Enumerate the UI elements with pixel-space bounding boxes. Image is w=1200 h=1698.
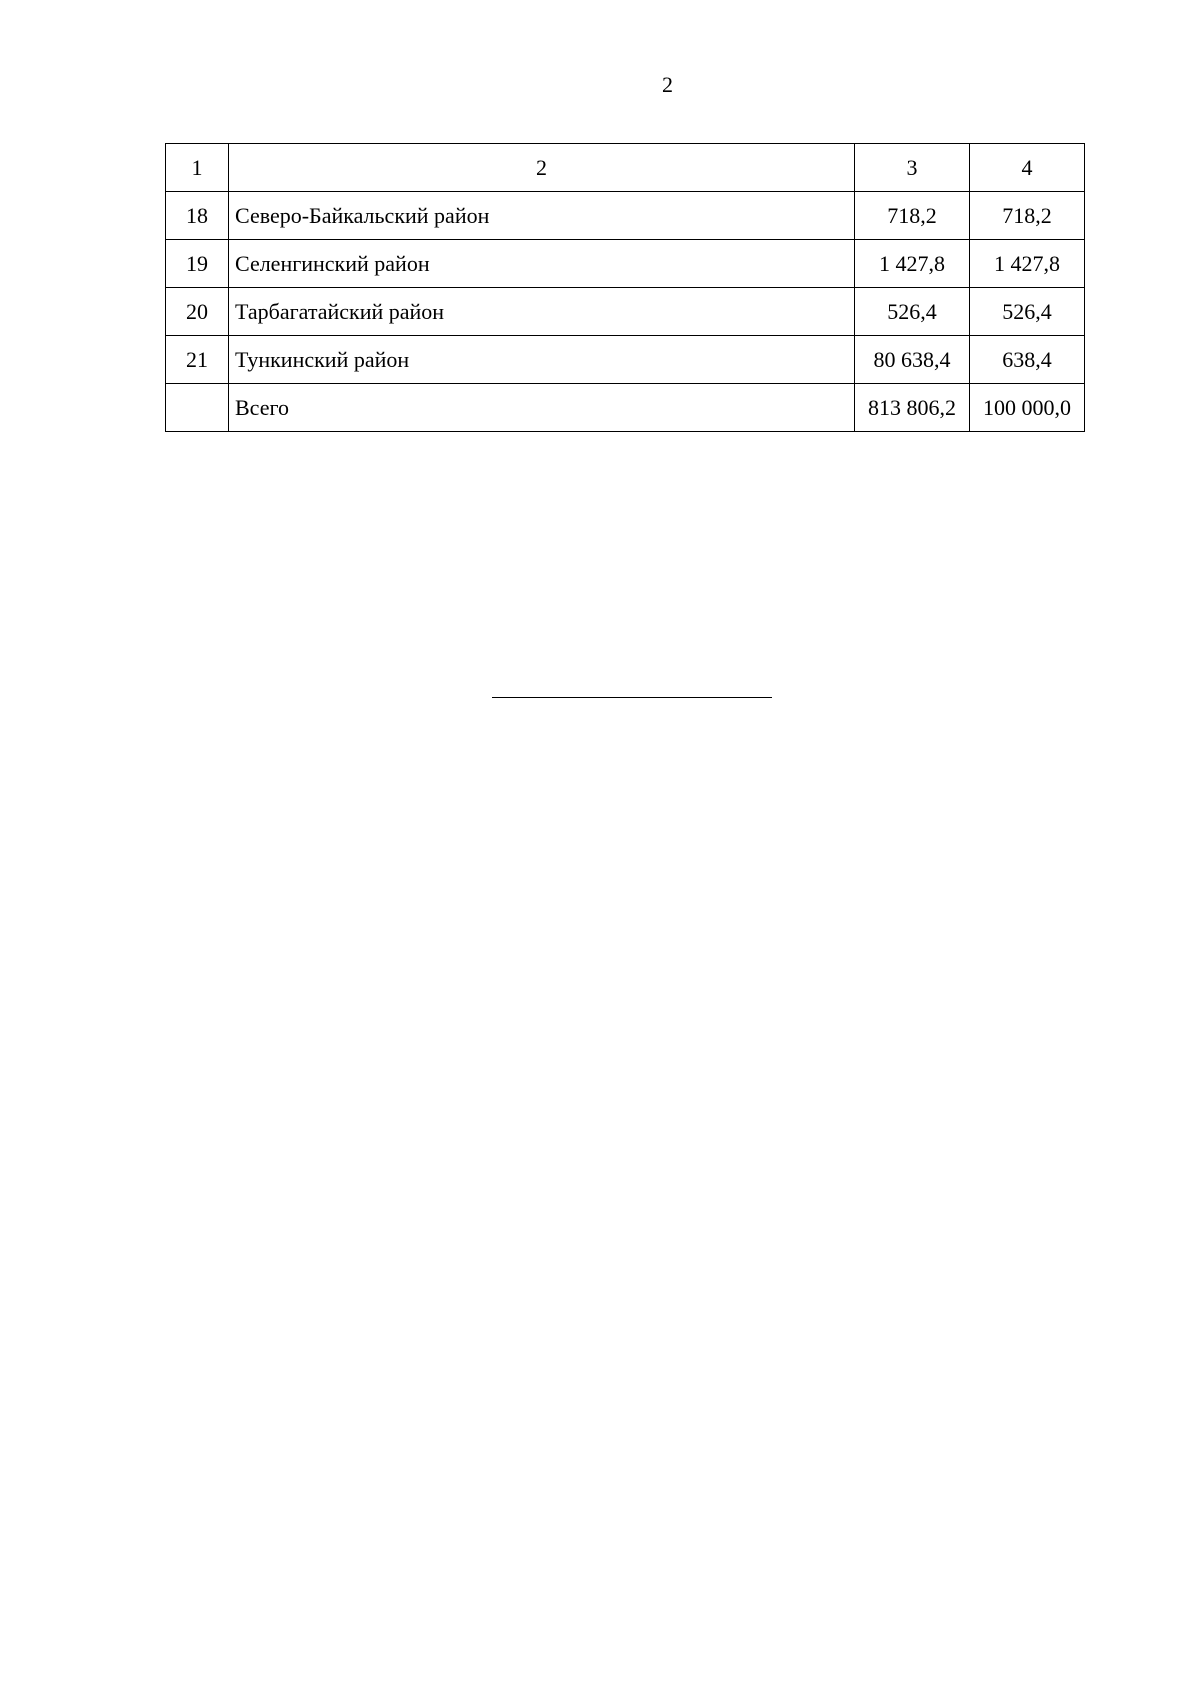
district-name: Северо-Байкальский район [229, 192, 855, 240]
row-number: 20 [166, 288, 229, 336]
row-number: 19 [166, 240, 229, 288]
header-cell-4: 4 [970, 144, 1085, 192]
table-header-row [166, 144, 1085, 192]
page-number: 2 [662, 72, 673, 97]
total-col4: 100 000,0 [970, 384, 1085, 432]
header-cell-3: 3 [855, 144, 970, 192]
table-row [166, 336, 1085, 384]
value-col4: 526,4 [970, 288, 1085, 336]
value-col3: 526,4 [855, 288, 970, 336]
end-separator-line [492, 697, 772, 698]
district-name: Тарбагатайский район [229, 288, 855, 336]
value-col4: 718,2 [970, 192, 1085, 240]
value-col4: 638,4 [970, 336, 1085, 384]
value-col3: 1 427,8 [855, 240, 970, 288]
row-number: 21 [166, 336, 229, 384]
total-col3: 813 806,2 [855, 384, 970, 432]
value-col4: 1 427,8 [970, 240, 1085, 288]
table-total-row [166, 384, 1085, 432]
row-number: 18 [166, 192, 229, 240]
district-name: Тункинский район [229, 336, 855, 384]
table-row [166, 192, 1085, 240]
data-table [165, 143, 1085, 432]
header-cell-2: 2 [229, 144, 855, 192]
value-col3: 80 638,4 [855, 336, 970, 384]
value-col3: 718,2 [855, 192, 970, 240]
total-label: Всего [229, 384, 855, 432]
table-row [166, 288, 1085, 336]
total-number [166, 384, 229, 432]
district-name: Селенгинский район [229, 240, 855, 288]
table-row [166, 240, 1085, 288]
header-cell-1: 1 [166, 144, 229, 192]
